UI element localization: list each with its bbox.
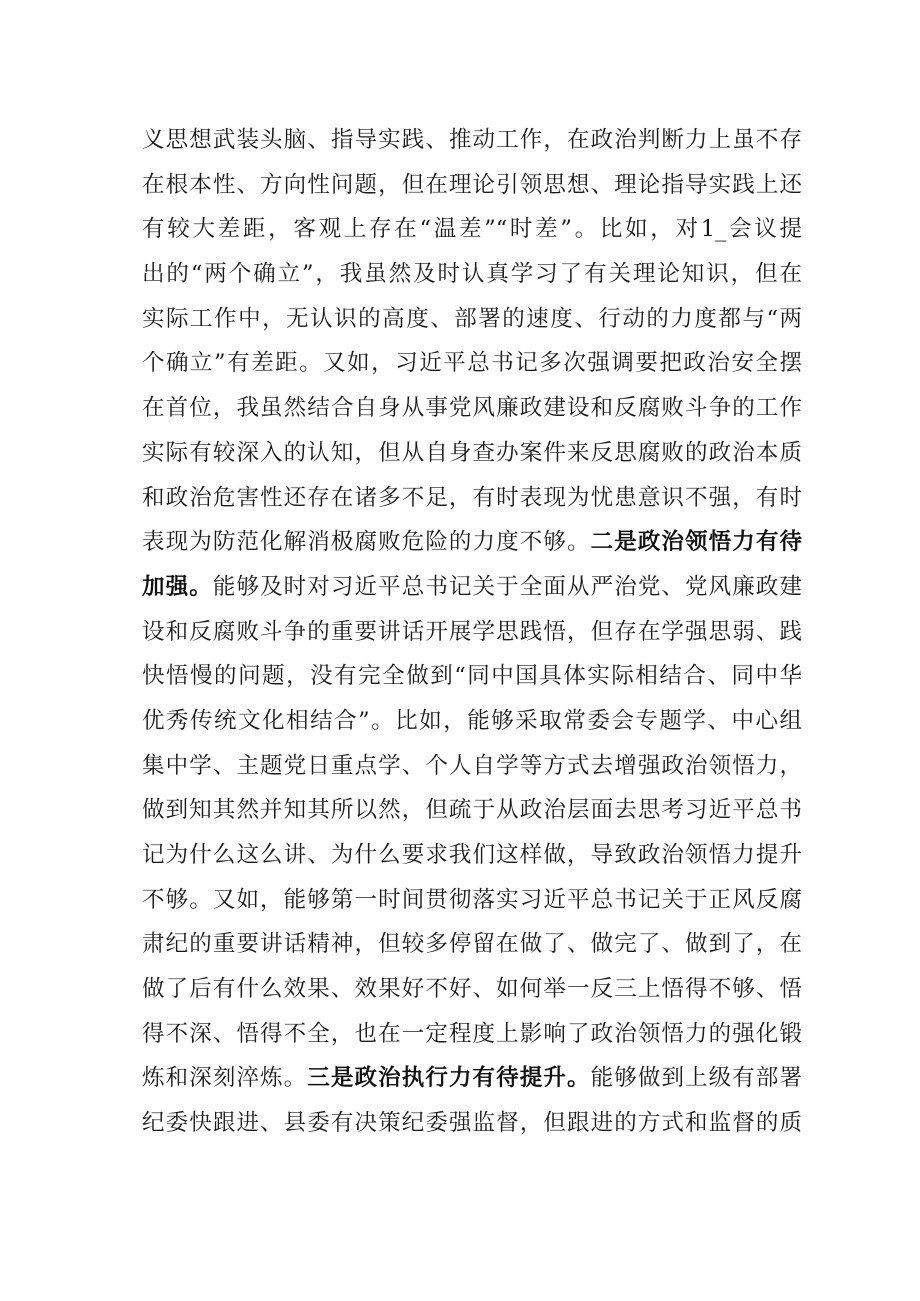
text-line: 记为什么这么讲、为什么要求我们这样做，导致政治领悟力提升 — [142, 842, 802, 868]
text-line: 得不深、悟得不全，也在一定程度上影响了政治领悟力的强化锻 — [142, 1020, 802, 1047]
section-heading-two: 二是政治领悟力有待 — [590, 529, 802, 556]
text-line: 做到知其然并知其所以然，但疏于从政治层面去思考习近平总书 — [142, 797, 802, 824]
text-line — [142, 520, 802, 565]
text-line: 在首位，我虽然结合自身从事党风廉政建设和反腐败斗争的工作 — [142, 395, 802, 422]
text-line: 有较大差距，客观上存在“温差”“时差”。比如，对1_会议提 — [142, 216, 802, 243]
body-text — [142, 118, 802, 1146]
text-line: 义思想武装头脑、指导实践、推动工作，在政治判断力上虽不存 — [142, 127, 802, 153]
text-line: 个确立”有差距。又如，习近平总书记多次强调要把政治安全摆 — [142, 350, 802, 377]
text-line — [142, 565, 802, 610]
text-line: 做了后有什么效果、效果好不好、如何举一反三上悟得不够、悟 — [142, 976, 802, 1003]
text-line: 肃纪的重要讲话精神，但较多停留在做了、做完了、做到了，在 — [142, 931, 802, 958]
text-line: 出的“两个确立”，我虽然及时认真学习了有关理论知识，但在 — [142, 261, 802, 288]
text-run: 能够做到上级有部署 — [590, 1065, 802, 1092]
section-heading-two-end: 加强。 — [142, 573, 213, 600]
text-line: 纪委快跟进、县委有决策纪委强监督，但跟进的方式和监督的质 — [142, 1110, 802, 1137]
text-line: 快悟慢的问题，没有完全做到“同中国具体实际相结合、同中华 — [142, 663, 802, 690]
text-line: 设和反腐败斗争的重要讲话开展学思践悟，但存在学强思弱、践 — [142, 618, 802, 645]
section-heading-three: 三是政治执行力有待提升。 — [307, 1065, 591, 1092]
text-line: 在根本性、方向性问题，但在理论引领思想、理论指导实践上还 — [142, 171, 802, 198]
text-line — [142, 1056, 802, 1101]
text-line: 不够。又如，能够第一时间贯彻落实习近平总书记关于正风反腐 — [142, 886, 802, 913]
text-run: 炼和深刻淬炼。 — [142, 1065, 308, 1092]
text-line: 和政治危害性还存在诸多不足，有时表现为忧患意识不强，有时 — [142, 484, 802, 511]
text-run: 能够及时对习近平总书记关于全面从严治党、党风廉政建 — [212, 573, 802, 600]
text-line: 优秀传统文化相结合”。比如，能够采取常委会专题学、中心组 — [142, 707, 802, 734]
text-line: 集中学、主题党日重点学、个人自学等方式去增强政治领悟力， — [142, 752, 802, 779]
text-line: 实际工作中，无认识的高度、部署的速度、行动的力度都与“两 — [142, 305, 802, 332]
text-run: 表现为防范化解消极腐败危险的力度不够。 — [142, 529, 591, 556]
text-line: 实际有较深入的认知，但从自身查办案件来反思腐败的政治本质 — [142, 439, 802, 466]
